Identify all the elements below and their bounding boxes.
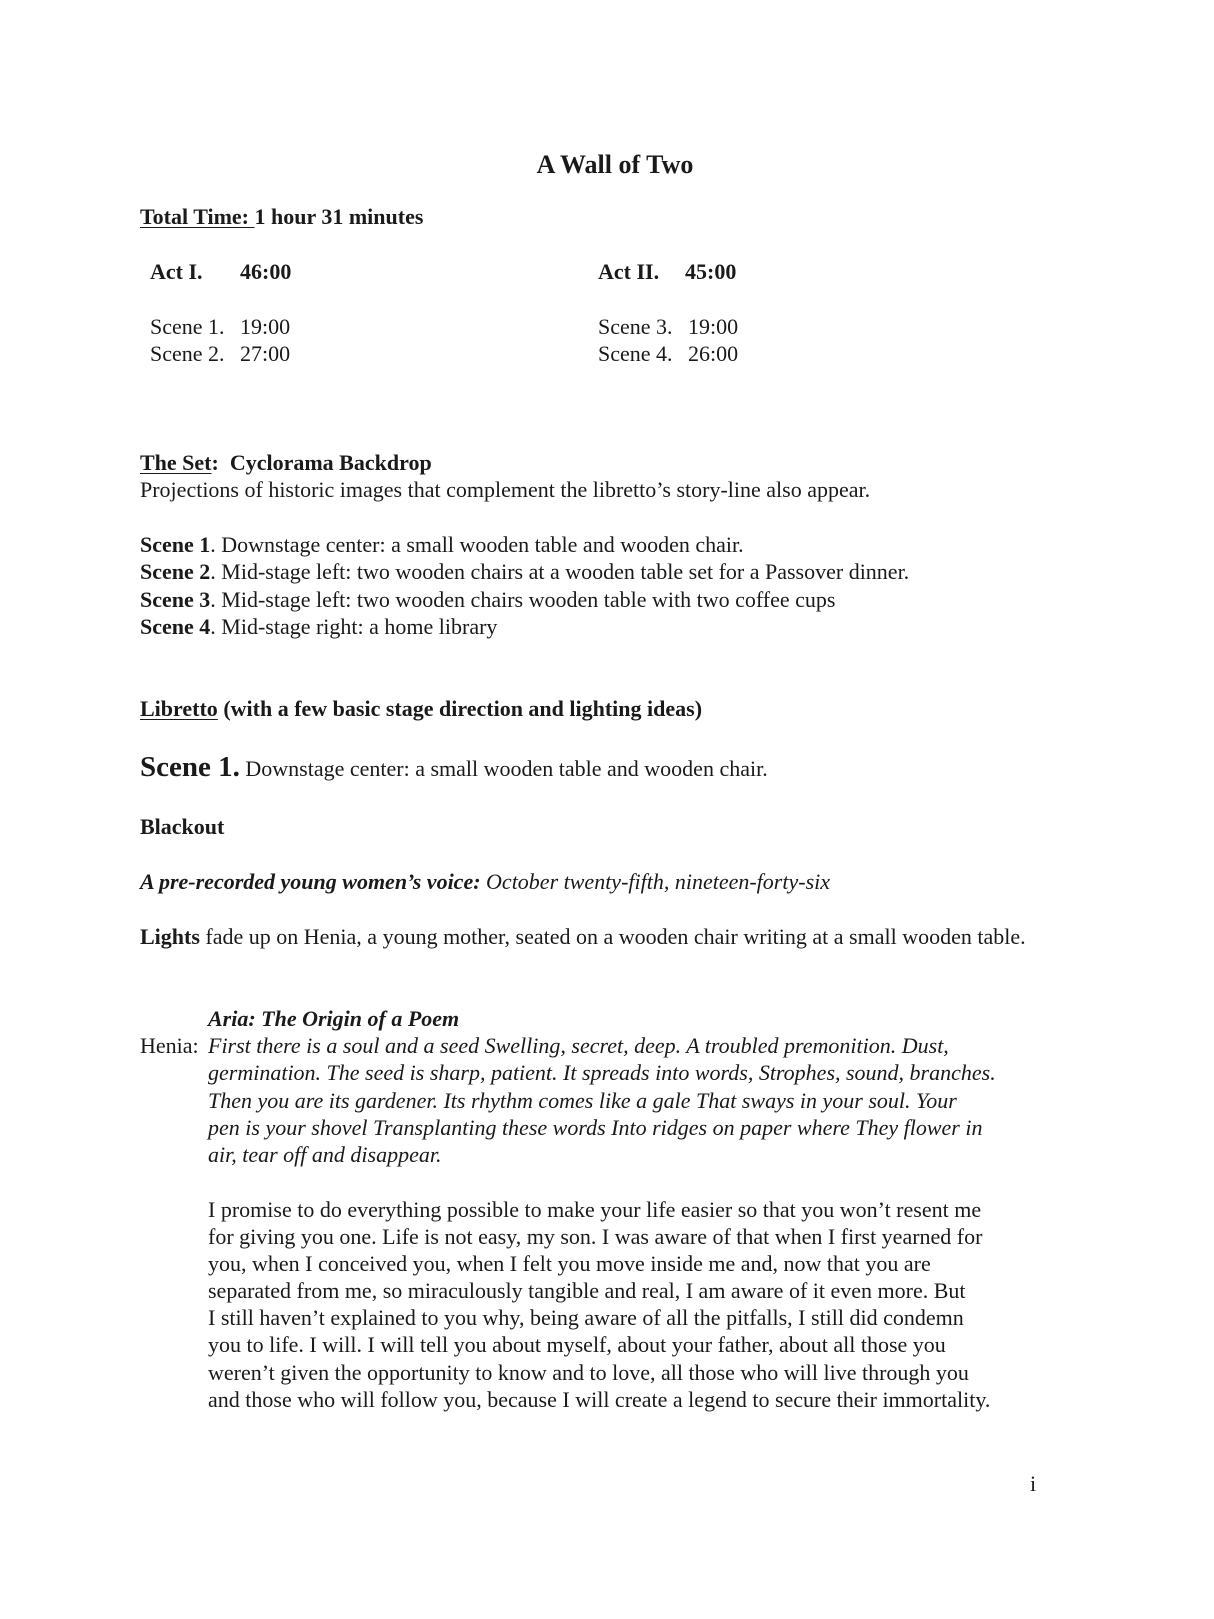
set-description: Projections of historic images that complement the libretto’s story-line also appear. <box>140 477 871 502</box>
prose-line: for giving you one. Life is not easy, my son. I was aware of that when I first yearned for <box>208 1224 983 1249</box>
page-title: A Wall of Two <box>536 150 694 179</box>
act-1-scene-2-label: Scene 2. <box>150 341 225 366</box>
prose-line: weren’t given the opportunity to know and to love, all those who will live through you <box>208 1360 969 1385</box>
set-scene-4 <box>140 613 497 641</box>
aria-line: germination. The seed is sharp, patient. It spreads into words, Strophes, sound, branches. <box>208 1060 996 1085</box>
act-2-label: Act II. <box>598 259 660 284</box>
total-time-label: Total Time: <box>140 204 255 229</box>
set-backdrop: Cyclorama Backdrop <box>229 450 432 475</box>
scene-1-heading-line <box>140 750 768 786</box>
lights-label: Lights <box>140 924 200 949</box>
prose-line: I still haven’t explained to you why, being aware of all the pitfalls, I still did condemn <box>208 1305 964 1330</box>
set-scene-1-label: Scene 1 <box>140 532 211 557</box>
set-scene-3-label: Scene 3 <box>140 587 211 612</box>
prose-line: you, when I conceived you, when I felt you move inside me and, now that you are <box>208 1251 931 1276</box>
page-number: i <box>1030 1471 1037 1496</box>
set-scene-2 <box>140 558 909 586</box>
voice-label: A pre-recorded young women’s voice: <box>140 869 481 894</box>
set-scene-4-label: Scene 4 <box>140 614 211 639</box>
lights-direction <box>140 923 1040 951</box>
aria-title: Aria: The Origin of a Poem <box>208 1006 460 1031</box>
prose-line: you to life. I will. I will tell you about myself, about your father, about all those you <box>208 1332 946 1357</box>
voice-text: October twenty-fifth, nineteen-forty-six <box>480 869 831 894</box>
libretto-label: Libretto <box>140 696 218 721</box>
aria-line: First there is a soul and a seed Swelling, secret, deep. A troubled premonition. Dust, <box>208 1033 949 1058</box>
scene-1-heading: Scene 1. <box>140 751 240 783</box>
act-1-scene-1-time: 19:00 <box>240 314 291 339</box>
set-heading <box>140 449 432 477</box>
act-2-scene-3-time: 19:00 <box>688 314 739 339</box>
act-2-time: 45:00 <box>685 259 737 284</box>
set-scene-2-label: Scene 2 <box>140 559 211 584</box>
act-2-scene-4-time: 26:00 <box>688 341 739 366</box>
aria-line: air, tear off and disappear. <box>208 1142 442 1167</box>
act-2-scene-3-label: Scene 3. <box>598 314 673 339</box>
total-time-line <box>140 203 423 231</box>
set-scene-3 <box>140 586 835 614</box>
act-1-time: 46:00 <box>240 259 292 284</box>
act-2-scene-4-label: Scene 4. <box>598 341 673 366</box>
libretto-note: (with a few basic stage direction and lighting ideas) <box>217 696 703 721</box>
scene-1-description: Downstage center: a small wooden table and wooden chair. <box>239 756 768 781</box>
blackout-direction: Blackout <box>140 814 225 839</box>
speaker-label: Henia: <box>140 1033 199 1058</box>
total-time-value: 1 hour 31 minutes <box>254 204 424 229</box>
set-scene-1-text: . Downstage center: a small wooden table and wooden chair. <box>210 532 744 557</box>
aria-line: Then you are its gardener. Its rhythm comes like a gale That sways in your soul. Your <box>208 1088 957 1113</box>
set-scene-3-text: . Mid-stage left: two wooden chairs wooden table with two coffee cups <box>210 587 836 612</box>
set-label: The Set <box>140 450 212 475</box>
lights-text: fade up on Henia, a young mother, seated on a wooden chair writing at a small wooden table. <box>199 924 1026 949</box>
set-scene-2-text: . Mid-stage left: two wooden chairs at a wooden table set for a Passover dinner. <box>210 559 910 584</box>
set-scene-4-text: . Mid-stage right: a home library <box>210 614 498 639</box>
act-1-scene-1-label: Scene 1. <box>150 314 225 339</box>
prose-line: and those who will follow you, because I will create a legend to secure their immortality. <box>208 1387 991 1412</box>
prose-line: separated from me, so miraculously tangible and real, I am aware of it even more. But <box>208 1278 966 1303</box>
aria-line: pen is your shovel Transplanting these words Into ridges on paper where They flower in <box>208 1115 983 1140</box>
set-scene-1 <box>140 531 744 559</box>
set-colon: : <box>211 450 219 475</box>
act-1-label: Act I. <box>150 259 203 284</box>
prose-line: I promise to do everything possible to make your life easier so that you won’t resent me <box>208 1197 982 1222</box>
voice-line <box>140 868 830 896</box>
act-1-scene-2-time: 27:00 <box>240 341 291 366</box>
libretto-heading <box>140 695 702 723</box>
